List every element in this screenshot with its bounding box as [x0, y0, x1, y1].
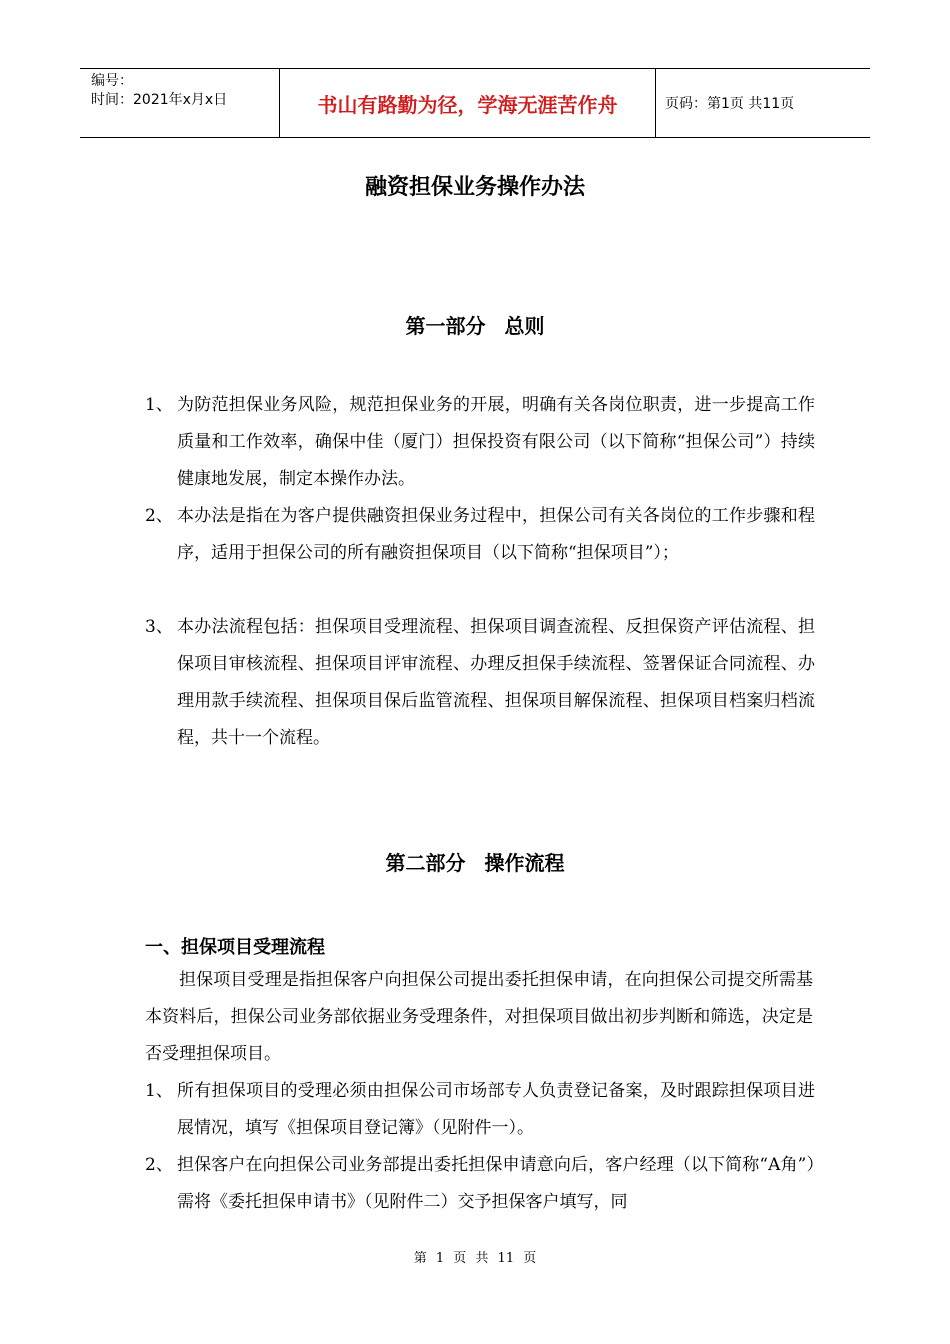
item-text: 所有担保项目的受理必须由担保公司市场部专人负责登记备案，及时跟踪担保项目进展情况，填写《担保项目登记簿》（见附件一）。 [177, 1081, 815, 1138]
item-text: 本办法流程包括：担保项目受理流程、担保项目调查流程、反担保资产评估流程、担保项目审核流程、担保项目评审流程、办理反担保手续流程、签署保证合同流程、办理用款手续流程、担保项目保后监管流程、担保项目解保流程、担保项目档案归档流程，共十一个流程。 [177, 617, 815, 748]
item-text: 为防范担保业务风险，规范担保业务的开展，明确有关各岗位职责，进一步提高工作质量和工作效率，确保中佳（厦门）担保投资有限公司（以下简称“担保公司”）持续健康地发展，制定本操作办法。 [177, 395, 815, 489]
section1-item-1 [145, 1073, 815, 1147]
header-table [80, 68, 870, 138]
section1-intro: 担保项目受理是指担保客户向担保公司提出委托担保申请，在向担保公司提交所需基本资料后，担保公司业务部依据业务受理条件，对担保项目做出初步判断和筛选，决定是否受理担保项目。 [145, 970, 813, 1064]
part1-item-2 [145, 498, 815, 572]
item-number: 2、 [145, 506, 173, 526]
item-text: 本办法是指在为客户提供融资担保业务过程中，担保公司有关各岗位的工作步骤和程序，适用于担保公司的所有融资担保项目（以下简称“担保项目”）； [177, 506, 815, 563]
section1-title: 一、担保项目受理流程 [145, 937, 325, 958]
header-page-info: 页码：第1页 共11页 [665, 96, 795, 112]
item-number: 3、 [145, 617, 173, 637]
item-number: 1、 [145, 395, 173, 415]
page-footer: 第 1 页 共 11 页 [413, 1251, 537, 1266]
part1-item-1 [145, 387, 815, 498]
date-label: 时间：2021年x月x日 [91, 92, 228, 108]
header-motto: 书山有路勤为径，学海无涯苦作舟 [280, 69, 656, 137]
document-title: 融资担保业务操作办法 [364, 175, 585, 200]
item-number: 1、 [145, 1081, 173, 1101]
header-meta-cell [80, 69, 280, 137]
item-number: 2、 [145, 1155, 173, 1175]
section1-item-2 [145, 1147, 815, 1221]
part2-title: 第二部分 操作流程 [385, 851, 565, 875]
item-text: 担保客户在向担保公司业务部提出委托担保申请意向后，客户经理（以下简称“A角”）需将《委托担保申请书》（见附件二）交予担保客户填写，同 [177, 1155, 815, 1212]
part1-title: 第一部分 总则 [405, 314, 545, 338]
code-label: 编号： [91, 73, 133, 89]
part1-item-3 [145, 609, 815, 757]
